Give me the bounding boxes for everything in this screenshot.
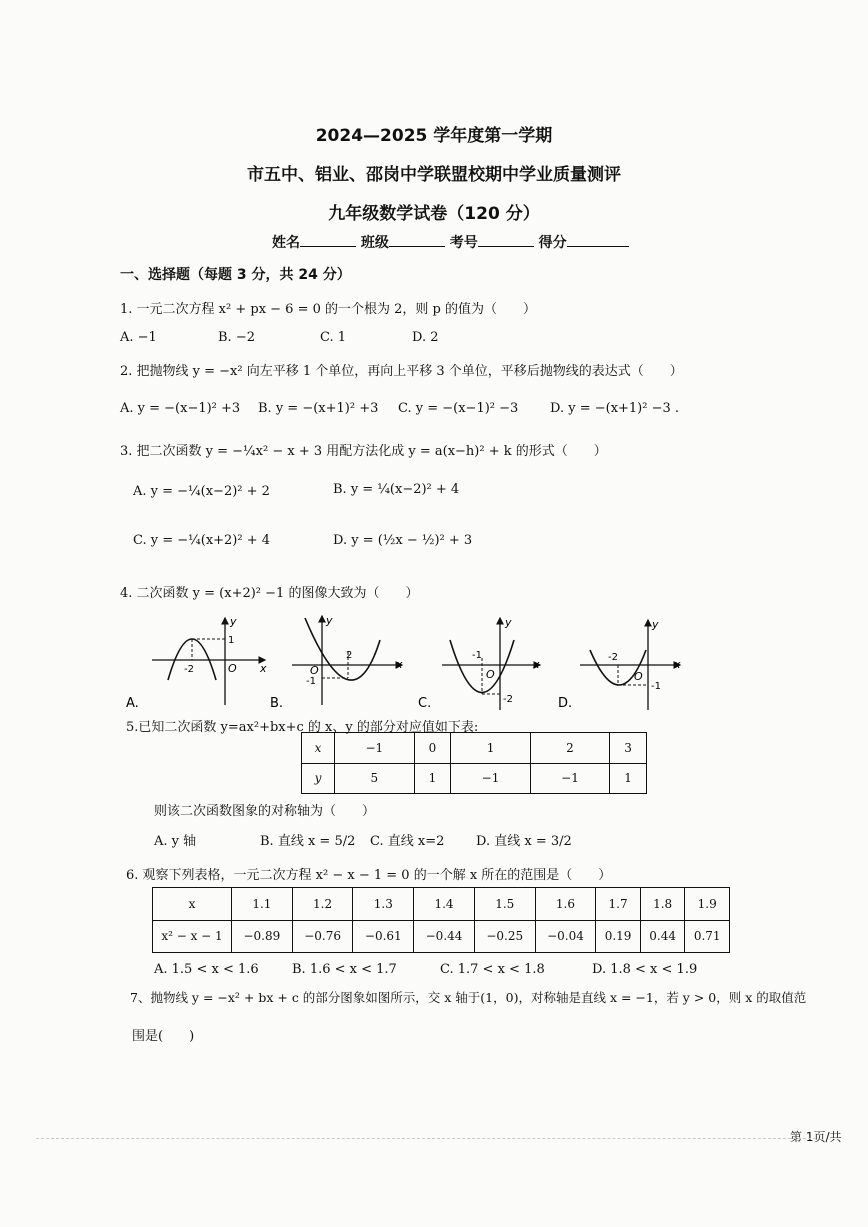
table-cell: 0.44 — [640, 920, 685, 953]
q1-option-a[interactable]: A. −1 — [120, 330, 157, 345]
graph-b-letter[interactable]: B. — [270, 696, 284, 711]
q5-option-a[interactable]: A. y 轴 — [154, 834, 197, 849]
graph-a-y-label: y — [230, 615, 237, 628]
table-cell: −0.76 — [292, 920, 353, 953]
table-cell: 2 — [530, 733, 609, 764]
table-row — [153, 888, 730, 921]
student-info-line — [272, 232, 629, 252]
table-cell: 1.1 — [232, 888, 293, 921]
graph-c-origin: O — [486, 668, 495, 681]
table-cell: 1 — [451, 733, 530, 764]
table-cell: 3 — [610, 733, 647, 764]
table-cell: 1.2 — [292, 888, 353, 921]
graph-b-vertex-y: -1 — [306, 676, 316, 687]
table-cell: 5 — [335, 763, 414, 794]
name-label: 姓名 — [272, 235, 300, 251]
graph-b-y-label: y — [326, 614, 333, 627]
table-cell: 0.19 — [596, 920, 641, 953]
q6-option-d[interactable]: D. 1.8 < x < 1.9 — [592, 962, 698, 977]
table-row — [302, 733, 647, 764]
graph-c-vertex-y: -2 — [503, 694, 513, 705]
graph-d-x-label: x — [674, 658, 681, 671]
table-cell: 1.6 — [535, 888, 596, 921]
graph-a-origin: O — [228, 662, 237, 675]
table-cell: 1.7 — [596, 888, 641, 921]
graph-d-y-label: y — [652, 618, 659, 631]
table-cell: −1 — [451, 763, 530, 794]
table-cell: x — [302, 733, 335, 764]
score-label: 得分 — [538, 235, 567, 251]
graph-d-vertex-y: -1 — [651, 681, 661, 692]
question-1-stem: 1. 一元二次方程 x² + px − 6 = 0 的一个根为 2，则 p 的值为（ ） — [120, 302, 537, 317]
graph-b-origin: O — [310, 664, 319, 677]
graph-c-y-label: y — [505, 616, 512, 629]
question-7-stem: 7、抛物线 y = −x² + bx + c 的部分图象如图所示，交 x 轴于(1，0)，对称轴是直线 x = −1，若 y > 0，则 x 的取值范 — [130, 990, 807, 1005]
graph-a-letter[interactable]: A. — [126, 696, 139, 711]
name-blank[interactable] — [300, 232, 356, 247]
question-4-stem: 4. 二次函数 y = (x+2)² −1 的图像大致为（ ） — [120, 586, 419, 601]
table-cell: 0 — [414, 733, 451, 764]
graph-b-vertex-x: 2 — [346, 650, 353, 661]
graph-d-vertex-x: -2 — [608, 652, 618, 663]
q5-option-d[interactable]: D. 直线 x = 3/2 — [476, 834, 572, 849]
graph-b-x-label: x — [396, 658, 403, 671]
score-blank[interactable] — [567, 232, 629, 247]
graph-c[interactable] — [442, 616, 540, 710]
question-5-stem: 5.已知二次函数 y=ax²+bx+c 的 x、y 的部分对应值如下表: — [126, 720, 479, 735]
exam-year-title: 2024—2025 学年度第一学期 — [315, 126, 553, 146]
q4-graphs — [120, 610, 860, 715]
table-cell: y — [302, 763, 335, 794]
q5-option-b[interactable]: B. 直线 x = 5/2 — [260, 834, 356, 849]
table-cell: −1 — [335, 733, 414, 764]
class-blank[interactable] — [389, 232, 445, 247]
table-cell: −0.89 — [232, 920, 293, 953]
graph-d-origin: O — [634, 670, 643, 683]
q2-option-b[interactable]: B. y = −(x+1)² +3 — [258, 401, 379, 416]
class-label: 班级 — [360, 235, 389, 251]
q6-option-b[interactable]: B. 1.6 < x < 1.7 — [292, 962, 397, 977]
exam-paper-title: 九年级数学试卷（120 分） — [328, 204, 540, 224]
q2-option-d[interactable]: D. y = −(x+1)² −3 . — [550, 401, 680, 416]
graph-d-letter[interactable]: D. — [558, 696, 573, 711]
table-cell: 1.3 — [353, 888, 414, 921]
q6-option-a[interactable]: A. 1.5 < x < 1.6 — [154, 962, 259, 977]
page-number: 第 1页/共 — [790, 1130, 842, 1144]
table-cell: 1 — [414, 763, 451, 794]
table-cell: −1 — [530, 763, 609, 794]
graph-c-x-label: x — [533, 658, 540, 671]
exam-school-title: 市五中、铝业、邵岗中学联盟校期中学业质量测评 — [247, 165, 621, 185]
table-cell: −0.44 — [414, 920, 475, 953]
q5-question: 则该二次函数图象的对称轴为（ ） — [154, 804, 376, 819]
q1-option-b[interactable]: B. −2 — [218, 330, 255, 345]
graph-d[interactable] — [580, 618, 681, 710]
exam-number-blank[interactable] — [478, 232, 534, 247]
table-cell: 0.71 — [685, 920, 730, 953]
graph-b[interactable] — [292, 614, 403, 705]
graph-c-vertex-x: -1 — [472, 650, 482, 661]
graph-a-vertex-x: -2 — [184, 664, 194, 675]
section-heading: 一、选择题（每题 3 分，共 24 分） — [120, 267, 351, 283]
table-cell: x² − x − 1 — [153, 920, 232, 953]
q3-option-b[interactable]: B. y = ¼(x−2)² + 4 — [333, 482, 460, 497]
question-2-stem: 2. 把抛物线 y = −x² 向左平移 1 个单位，再向上平移 3 个单位，平移后抛物线的表达式（ ） — [120, 364, 683, 379]
q2-option-c[interactable]: C. y = −(x−1)² −3 — [398, 401, 519, 416]
question-3-stem: 3. 把二次函数 y = −¼x² − x + 3 用配方法化成 y = a(x−h)² + k 的形式（ ） — [120, 444, 607, 459]
q6-option-c[interactable]: C. 1.7 < x < 1.8 — [440, 962, 545, 977]
q5-option-c[interactable]: C. 直线 x=2 — [370, 834, 445, 849]
table-cell: 1.4 — [414, 888, 475, 921]
question-6-stem: 6. 观察下列表格，一元二次方程 x² − x − 1 = 0 的一个解 x 所在的范围是（ ） — [126, 868, 612, 883]
graph-a[interactable] — [152, 615, 267, 705]
q6-value-table — [152, 887, 730, 953]
question-7-stem-cont: 围是( ) — [132, 1029, 195, 1044]
table-row — [153, 920, 730, 953]
q1-option-d[interactable]: D. 2 — [412, 330, 439, 345]
graph-a-vertex-y: 1 — [228, 635, 235, 646]
exam-number-label: 考号 — [449, 235, 478, 251]
q1-option-c[interactable]: C. 1 — [320, 330, 347, 345]
table-cell: 1.5 — [474, 888, 535, 921]
table-cell: −0.61 — [353, 920, 414, 953]
table-cell: 1.8 — [640, 888, 685, 921]
q3-option-c[interactable]: C. y = −¼(x+2)² + 4 — [133, 533, 271, 548]
table-cell: −0.04 — [535, 920, 596, 953]
table-row — [302, 763, 647, 794]
q2-option-a[interactable]: A. y = −(x−1)² +3 — [120, 401, 241, 416]
q3-option-a[interactable]: A. y = −¼(x−2)² + 2 — [133, 484, 270, 499]
q3-option-d[interactable]: D. y = (½x − ½)² + 3 — [333, 533, 473, 548]
table-cell: 1 — [610, 763, 647, 794]
graph-c-letter[interactable]: C. — [418, 696, 432, 711]
scan-edge-line — [36, 1138, 816, 1139]
q5-value-table — [301, 732, 647, 794]
table-cell: x — [153, 888, 232, 921]
graph-a-x-label: x — [260, 662, 267, 675]
table-cell: −0.25 — [474, 920, 535, 953]
table-cell: 1.9 — [685, 888, 730, 921]
